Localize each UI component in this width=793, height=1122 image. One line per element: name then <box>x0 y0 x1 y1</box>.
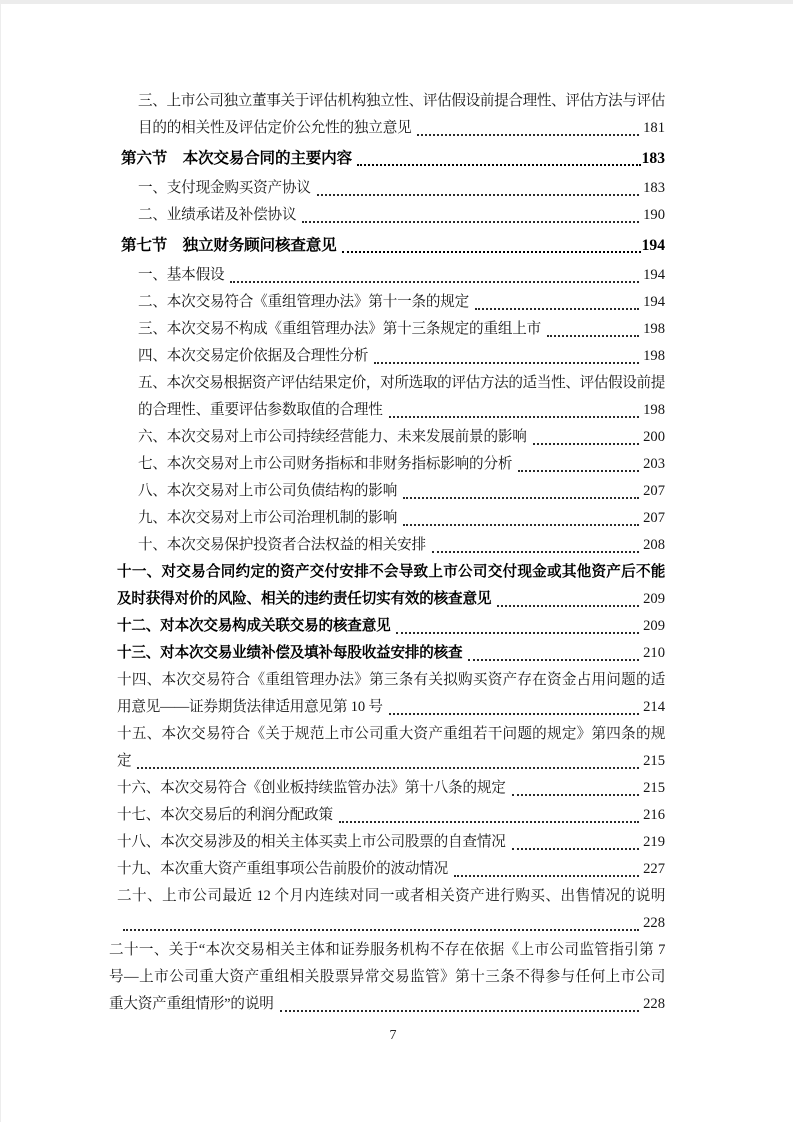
dot-leader <box>137 767 639 769</box>
toc-entry-last-line <box>138 451 665 478</box>
toc-entry-last-line <box>117 748 665 775</box>
toc-entry-text: 用意见——证券期货法律适用意见第 10 号 <box>117 699 383 715</box>
footer-page-number: 7 <box>389 1028 397 1043</box>
toc-entry-last-line <box>117 613 665 640</box>
dot-leader <box>512 794 639 796</box>
toc-entry-last-line <box>117 586 665 613</box>
toc-page-number: 228 <box>643 996 665 1012</box>
toc-entry-text: 三、本次交易不构成《重组管理办法》第十三条规定的重组上市 <box>138 321 542 337</box>
toc-page-number: 228 <box>643 915 665 931</box>
toc-entry-last-line <box>138 316 665 343</box>
toc-entry-text-line: 五、本次交易根据资产评估结果定价，对所选取的评估方法的适当性、评估假设前提 <box>138 375 665 391</box>
dot-leader <box>403 524 639 526</box>
toc-entry-text: 重大资产重组情形”的说明 <box>109 996 274 1012</box>
toc-entry-text: 第七节 独立财务顾问核查意见 <box>121 237 337 254</box>
toc-item-entry <box>138 424 665 451</box>
toc-entry-last-line <box>138 202 665 229</box>
dot-leader <box>317 194 639 196</box>
toc-item-entry <box>138 478 665 505</box>
toc-entry-text: 九、本次交易对上市公司治理机制的影响 <box>138 510 398 526</box>
toc-page-number: 194 <box>641 237 665 254</box>
toc-entry-text-line: 十四、本次交易符合《重组管理办法》第三条有关拟购买资产存在资金占用问题的适 <box>117 672 665 688</box>
toc-entry-text: 二、本次交易符合《重组管理办法》第十一条的规定 <box>138 294 470 310</box>
toc-entry-last-line <box>138 505 665 532</box>
toc-entry-last-line <box>117 694 665 721</box>
dot-leader <box>123 929 639 931</box>
toc-item-entry <box>138 289 665 316</box>
toc-item-entry <box>117 802 665 829</box>
toc-entry-text: 十九、本次重大资产重组事项公告前股价的波动情况 <box>117 861 449 877</box>
dot-leader <box>339 821 639 823</box>
toc-page-number: 198 <box>643 348 665 364</box>
dot-leader <box>475 308 639 310</box>
dot-leader <box>468 659 639 661</box>
toc-item-entry <box>117 829 665 856</box>
toc-page-number: 198 <box>643 402 665 418</box>
toc-entry-last-line <box>117 802 665 829</box>
toc-item-entry <box>138 175 665 202</box>
toc-page-number: 227 <box>643 861 665 877</box>
toc-entry-text: 六、本次交易对上市公司持续经营能力、未来发展前景的影响 <box>138 429 527 445</box>
toc-entry-text: 目的的相关性及评估定价公允性的独立意见 <box>138 120 412 136</box>
toc-page-number: 215 <box>643 780 665 796</box>
toc-item-entry <box>109 937 665 1018</box>
toc-section-entry <box>121 145 665 172</box>
toc-list <box>109 88 665 1018</box>
toc-item-entry <box>117 667 665 721</box>
toc-entry-text: 十六、本次交易符合《创业板持续监管办法》第十八条的规定 <box>117 780 506 796</box>
toc-page-number: 181 <box>643 120 665 136</box>
dot-leader <box>454 875 639 877</box>
dot-leader <box>230 281 639 283</box>
dot-leader <box>302 221 639 223</box>
dot-leader <box>518 470 639 472</box>
toc-item-entry <box>138 532 665 559</box>
toc-entry-last-line <box>138 397 665 424</box>
toc-page-number: 215 <box>643 753 665 769</box>
toc-entry-last-line <box>117 910 665 937</box>
toc-item-entry <box>117 856 665 883</box>
page-number-footer <box>121 1028 665 1044</box>
toc-entry-last-line <box>117 829 665 856</box>
toc-section-entry <box>121 232 665 259</box>
dot-leader <box>342 251 641 253</box>
toc-page-number: 210 <box>643 645 665 661</box>
toc-item-entry <box>117 883 665 937</box>
toc-entry-text: 一、支付现金购买资产协议 <box>138 180 311 196</box>
dot-leader <box>280 1010 639 1012</box>
dot-leader <box>396 632 639 634</box>
toc-entry-text: 二、业绩承诺及补偿协议 <box>138 207 297 223</box>
dot-leader <box>389 713 639 715</box>
toc-item-entry <box>138 451 665 478</box>
toc-item-entry <box>138 343 665 370</box>
toc-page-number: 194 <box>643 267 665 283</box>
toc-entry-text: 七、本次交易对上市公司财务指标和非财务指标影响的分析 <box>138 456 513 472</box>
dot-leader <box>497 605 639 607</box>
toc-entry-last-line <box>138 262 665 289</box>
toc-entry-last-line <box>138 115 665 142</box>
toc-entry-text: 十七、本次交易后的利润分配政策 <box>117 807 333 823</box>
toc-entry-last-line <box>138 175 665 202</box>
dot-leader <box>512 848 639 850</box>
toc-item-entry <box>117 775 665 802</box>
toc-entry-last-line <box>138 289 665 316</box>
toc-entry-text: 及时获得对价的风险、相关的违约责任切实有效的核查意见 <box>117 591 492 607</box>
toc-entry-last-line <box>109 991 665 1018</box>
dot-leader <box>389 416 639 418</box>
toc-item-entry <box>138 370 665 424</box>
toc-entry-text: 定 <box>117 753 132 769</box>
toc-entry-text: 的合理性、重要评估参数取值的合理性 <box>138 402 383 418</box>
toc-item-entry <box>138 88 665 142</box>
toc-entry-text-line: 三、上市公司独立董事关于评估机构独立性、评估假设前提合理性、评估方法与评估 <box>138 93 665 109</box>
toc-entry-text: 十二、对本次交易构成关联交易的核查意见 <box>117 618 391 634</box>
toc-entry-text: 第六节 本次交易合同的主要内容 <box>121 150 352 167</box>
toc-item-entry <box>138 316 665 343</box>
toc-entry-last-line <box>121 145 665 172</box>
toc-entry-text-line: 二十、上市公司最近 12 个月内连续对同一或者相关资产进行购买、出售情况的说明 <box>117 888 665 904</box>
toc-page-number: 207 <box>643 510 665 526</box>
toc-entry-last-line <box>121 232 665 259</box>
toc-entry-last-line <box>117 640 665 667</box>
toc-page-number: 190 <box>643 207 665 223</box>
dot-leader <box>547 335 639 337</box>
toc-entry-text: 十八、本次交易涉及的相关主体买卖上市公司股票的自查情况 <box>117 834 506 850</box>
toc-item-entry <box>117 721 665 775</box>
toc-entry-text-line: 二十一、关于“本次交易相关主体和证券服务机构不存在依据《上市公司监管指引第 7 <box>109 942 665 958</box>
toc-item-entry <box>117 640 665 667</box>
dot-leader <box>432 551 639 553</box>
toc-entry-text-line: 十五、本次交易符合《关于规范上市公司重大资产重组若干问题的规定》第四条的规 <box>117 726 665 742</box>
toc-page-number: 203 <box>643 456 665 472</box>
toc-item-entry <box>117 559 665 613</box>
dot-leader <box>533 443 639 445</box>
toc-page-number: 200 <box>643 429 665 445</box>
toc-page-number: 216 <box>643 807 665 823</box>
toc-entry-text: 一、基本假设 <box>138 267 225 283</box>
toc-entry-text: 十、本次交易保护投资者合法权益的相关安排 <box>138 537 426 553</box>
toc-page-number: 194 <box>643 294 665 310</box>
toc-page-number: 198 <box>643 321 665 337</box>
toc-page-number: 219 <box>643 834 665 850</box>
toc-entry-text: 四、本次交易定价依据及合理性分析 <box>138 348 369 364</box>
toc-entry-text-line: 号—上市公司重大资产重组相关股票异常交易监管》第十三条不得参与任何上市公司 <box>109 969 665 985</box>
toc-page-number: 208 <box>643 537 665 553</box>
dot-leader <box>357 164 641 166</box>
toc-item-entry <box>138 202 665 229</box>
toc-entry-text: 十三、对本次交易业绩补偿及填补每股收益安排的核查 <box>117 645 463 661</box>
toc-page-number: 209 <box>643 591 665 607</box>
table-of-contents <box>1 4 793 1044</box>
toc-page-number: 183 <box>643 180 665 196</box>
toc-entry-last-line <box>138 478 665 505</box>
toc-entry-last-line <box>138 424 665 451</box>
toc-page-number: 214 <box>643 699 665 715</box>
toc-entry-last-line <box>117 856 665 883</box>
toc-entry-last-line <box>117 775 665 802</box>
dot-leader <box>374 362 639 364</box>
toc-entry-last-line <box>138 532 665 559</box>
toc-page-number: 209 <box>643 618 665 634</box>
dot-leader <box>417 134 639 136</box>
toc-entry-text: 八、本次交易对上市公司负债结构的影响 <box>138 483 398 499</box>
toc-item-entry <box>138 505 665 532</box>
toc-entry-text-line: 十一、对交易合同约定的资产交付安排不会导致上市公司交付现金或其他资产后不能 <box>117 564 665 580</box>
dot-leader <box>403 497 639 499</box>
toc-entry-last-line <box>138 343 665 370</box>
toc-item-entry <box>138 262 665 289</box>
toc-page-number: 207 <box>643 483 665 499</box>
toc-page-number: 183 <box>641 150 665 167</box>
toc-item-entry <box>117 613 665 640</box>
